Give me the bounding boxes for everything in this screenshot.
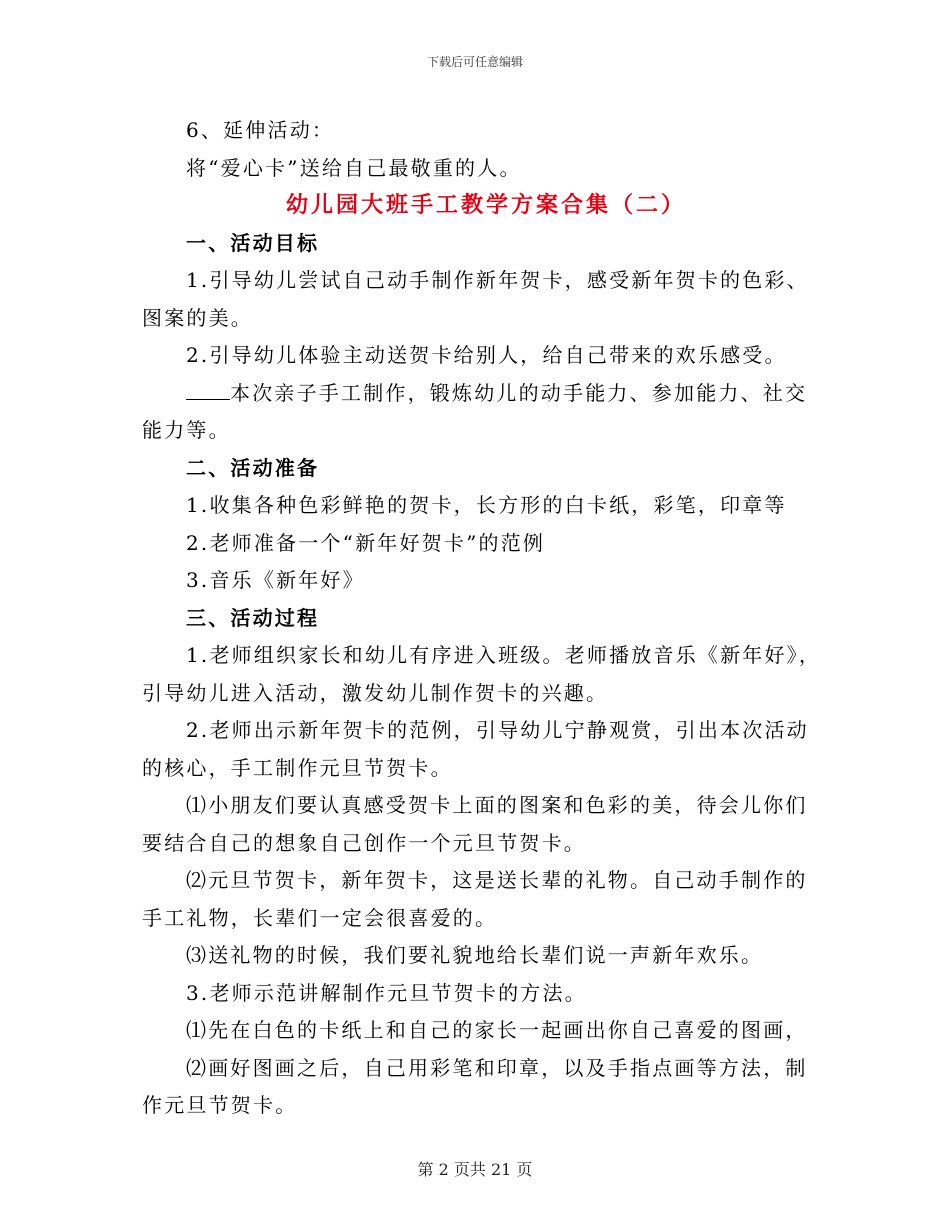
paragraph-line: ⑵元旦节贺卡，新年贺卡，这是送长辈的礼物。自己动手制作的 bbox=[186, 868, 808, 892]
paragraph-line: 引导幼儿进入活动，激发幼儿制作贺卡的兴趣。 bbox=[142, 680, 609, 705]
paragraph-line: ⑴小朋友们要认真感受贺卡上面的图案和色彩的美，待会儿你们 bbox=[186, 793, 808, 817]
paragraph-line: ⑵画好图画之后，自己用彩笔和印章，以及手指点画等方法，制 bbox=[186, 1055, 808, 1080]
paragraph-line: 要结合自己的想象自己创作一个元旦节贺卡。 bbox=[142, 830, 586, 855]
page-header-note: 下载后可任意编辑 bbox=[426, 55, 523, 69]
paragraph-line: 2.引导幼儿体验主动送贺卡给别人，给自己带来的欢乐感受。 bbox=[186, 343, 787, 367]
paragraph-line: 1.引导幼儿尝试自己动手制作新年贺卡，感受新年贺卡的色彩、 bbox=[186, 268, 809, 292]
document-title: 幼儿园大班手工教学方案合集（二） bbox=[285, 192, 686, 218]
section-heading-process: 三、活动过程 bbox=[186, 605, 320, 630]
paragraph-line: 手工礼物，长辈们一定会很喜爱的。 bbox=[142, 905, 498, 930]
section-heading-goals: 一、活动目标 bbox=[186, 230, 320, 255]
paragraph-line: ⑶送礼物的时候，我们要礼貌地给长辈们说一声新年欢乐。 bbox=[186, 943, 764, 967]
paragraph-line: 能力等。 bbox=[142, 418, 231, 442]
paragraph-line-with-blank bbox=[142, 375, 810, 413]
paragraph-text: 本次亲子手工制作，锻炼幼儿的动手能力、参加能力、社交 bbox=[230, 380, 808, 405]
extension-activity-heading: 6、延伸活动： bbox=[186, 118, 335, 142]
section-heading-preparation: 二、活动准备 bbox=[186, 455, 320, 480]
paragraph-line: 2.老师出示新年贺卡的范例，引导幼儿宁静观赏，引出本次活动 bbox=[186, 718, 809, 742]
page-footer-number: 第 2 页共 21 页 bbox=[417, 1160, 533, 1179]
paragraph-line: 1.收集各种色彩鲜艳的贺卡，长方形的白卡纸，彩笔，印章等 bbox=[186, 493, 787, 517]
paragraph-line: 3.音乐《新年好》 bbox=[186, 568, 365, 592]
paragraph-line: ⑴先在白色的卡纸上和自己的家长一起画出你自己喜爱的图画， bbox=[186, 1018, 808, 1042]
paragraph-line: 3.老师示范讲解制作元旦节贺卡的方法。 bbox=[186, 980, 587, 1005]
paragraph-line: 作元旦节贺卡。 bbox=[142, 1093, 298, 1117]
paragraph-line: 2.老师准备一个“新年好贺卡”的范例 bbox=[186, 530, 546, 555]
fill-in-blank bbox=[186, 379, 230, 400]
paragraph-line: 的核心，手工制作元旦节贺卡。 bbox=[142, 755, 453, 780]
paragraph-line: 图案的美。 bbox=[142, 305, 253, 330]
document-body bbox=[142, 112, 822, 1125]
extension-activity-text: 将“爱心卡”送给自己最敬重的人。 bbox=[186, 155, 522, 180]
paragraph-line: 1.老师组织家长和幼儿有序进入班级。老师播放音乐《新年好》， bbox=[186, 643, 822, 667]
